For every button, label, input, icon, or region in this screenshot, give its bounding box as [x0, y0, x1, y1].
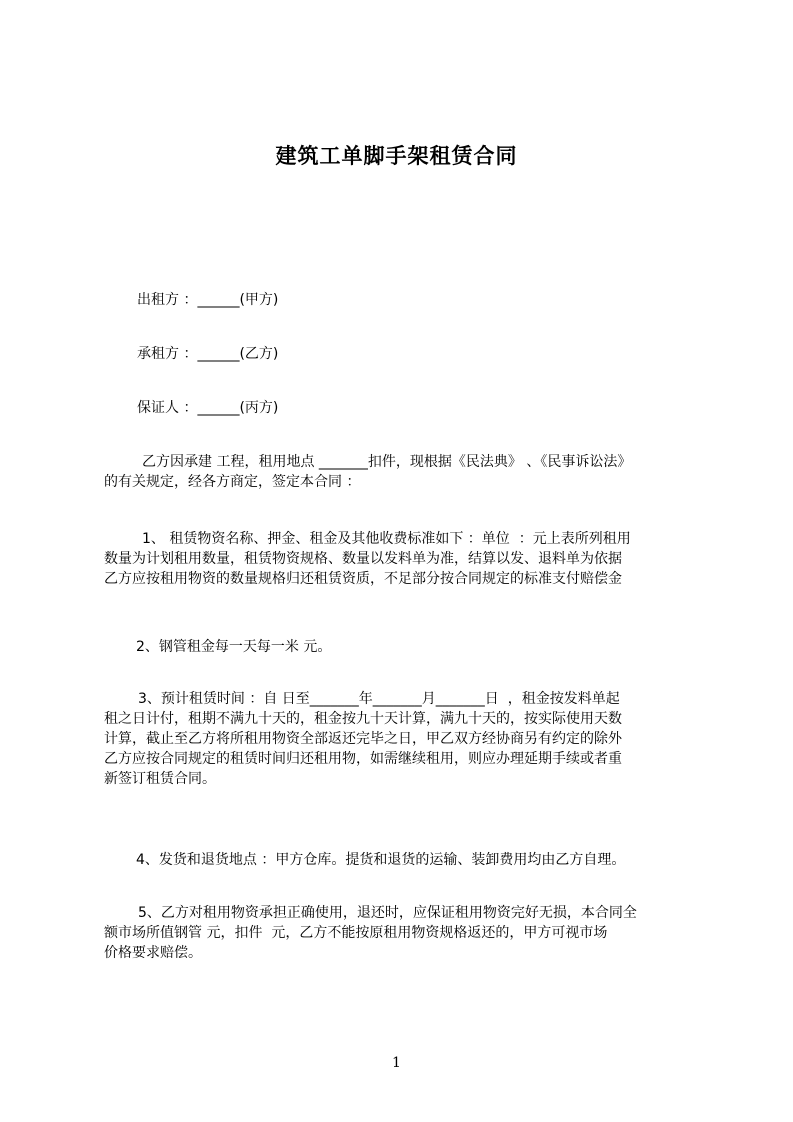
text-line: 5、乙方对租用物资承担正确使用，退还时，应保证租用物资完好无损，本合同全 — [138, 905, 637, 921]
text-line: 新签订租赁合同。 — [104, 771, 216, 787]
text-line: 数量为计划租用数量，租赁物资规格、数量以发料单为准，结算以发、退料单为依据 — [104, 551, 622, 567]
clause-5 — [104, 903, 714, 963]
text-line: 的有关规定，经各方商定，签定本合同 ： — [104, 474, 361, 490]
guarantor-line: 保证人 ：______(丙方) — [137, 400, 279, 416]
lessor-line: 出租方 ：______(甲方) — [137, 292, 279, 308]
page-number: 1 — [392, 1055, 401, 1071]
text-line: 价格要求赔偿。 — [104, 945, 202, 961]
clause-4 — [104, 850, 714, 870]
text-line: 额市场所值钢管 元，扣件 元，乙方不能按原租用物资规格返还的，甲方可视市场 — [104, 925, 608, 941]
text-line: 4、发货和退货地点 ：甲方仓库。提货和退货的运输、装卸费用均由乙方自理。 — [136, 852, 626, 868]
text-line: 乙方因承建 工程，租用地点 _______扣件，现根据《民法典》 、《民事诉讼法》 — [142, 454, 632, 470]
document-title: 建筑工单脚手架租赁合同 — [275, 144, 518, 168]
clause-3 — [104, 689, 714, 789]
clause-2 — [104, 637, 714, 657]
text-line: 2、钢管租金每一天每一米 元。 — [136, 639, 332, 655]
text-line: 3、预计租赁时间 ：自 日至_______年_______月_______日 ，租金按发料单起 — [138, 691, 620, 707]
text-line: 乙方应按租用物资的数量规格归还租赁资质，不足部分按合同规定的标准支付赔偿金 — [104, 571, 622, 587]
lessee-line: 承租方 ：______(乙方) — [137, 346, 279, 362]
text-line: 1、 租赁物资名称、押金、租金及其他收费标准如下 ：单位 ：元上表所列租用 — [142, 531, 631, 547]
clause-1 — [104, 529, 714, 589]
text-line: 乙方应按合同规定的租赁时间归还租用物，如需继续租用，则应办理延期手续或者重 — [104, 751, 622, 767]
text-line: 计算，截止至乙方将所租用物资全部返还完毕之日，甲乙双方经协商另有约定的除外 — [104, 731, 622, 747]
text-line: 租之日计付，租期不满九十天的，租金按九十天计算，满九十天的，按实际使用天数 — [104, 711, 622, 727]
intro-paragraph — [104, 452, 714, 492]
